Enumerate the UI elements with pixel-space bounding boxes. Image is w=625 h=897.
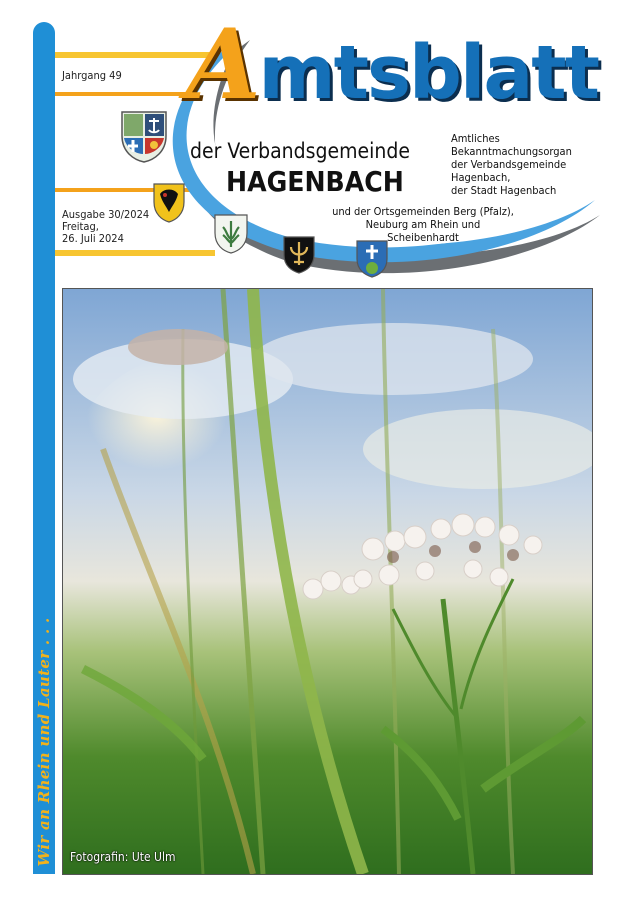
municipalities-line: und der Ortsgemeinden Berg (Pfalz), bbox=[332, 205, 514, 218]
official-organ-line: der Verbandsgemeinde bbox=[451, 158, 567, 171]
masthead-title-initial: A bbox=[186, 8, 259, 121]
masthead-place: HAGENBACH bbox=[226, 165, 404, 198]
official-organ-line: der Stadt Hagenbach bbox=[451, 184, 557, 197]
hagenbach-crest-icon bbox=[152, 182, 186, 224]
masthead-title bbox=[186, 8, 599, 121]
volume-label: Jahrgang 49 bbox=[62, 69, 122, 82]
berg-crest-icon bbox=[213, 213, 249, 255]
official-organ-line: Hagenbach, bbox=[451, 171, 511, 184]
cover-photo-image bbox=[63, 289, 592, 874]
masthead-title-rest: mtsblatt bbox=[258, 30, 599, 116]
photo-credit: Fotografin: Ute Ulm bbox=[70, 850, 176, 864]
masthead-subtitle: der Verbandsgemeinde bbox=[190, 139, 410, 163]
issue-number: Ausgabe 30/2024 bbox=[62, 208, 150, 221]
scheibenhardt-crest-icon bbox=[355, 239, 389, 279]
neuburg-crest-icon bbox=[282, 235, 316, 275]
verbandsgemeinde-crest-icon bbox=[120, 110, 168, 164]
issue-weekday: Freitag, bbox=[62, 220, 99, 233]
municipalities-line: Neuburg am Rhein und Scheibenhardt bbox=[365, 218, 481, 244]
official-organ-line: Amtliches bbox=[451, 132, 500, 145]
issue-date: 26. Juli 2024 bbox=[62, 232, 124, 245]
side-slogan: Wir an Rhein und Lauter . . . bbox=[35, 617, 53, 867]
issue-info bbox=[62, 209, 149, 245]
cover-photo bbox=[62, 288, 593, 875]
official-organ-text bbox=[451, 132, 572, 197]
official-organ-line: Bekanntmachungsorgan bbox=[451, 145, 572, 158]
